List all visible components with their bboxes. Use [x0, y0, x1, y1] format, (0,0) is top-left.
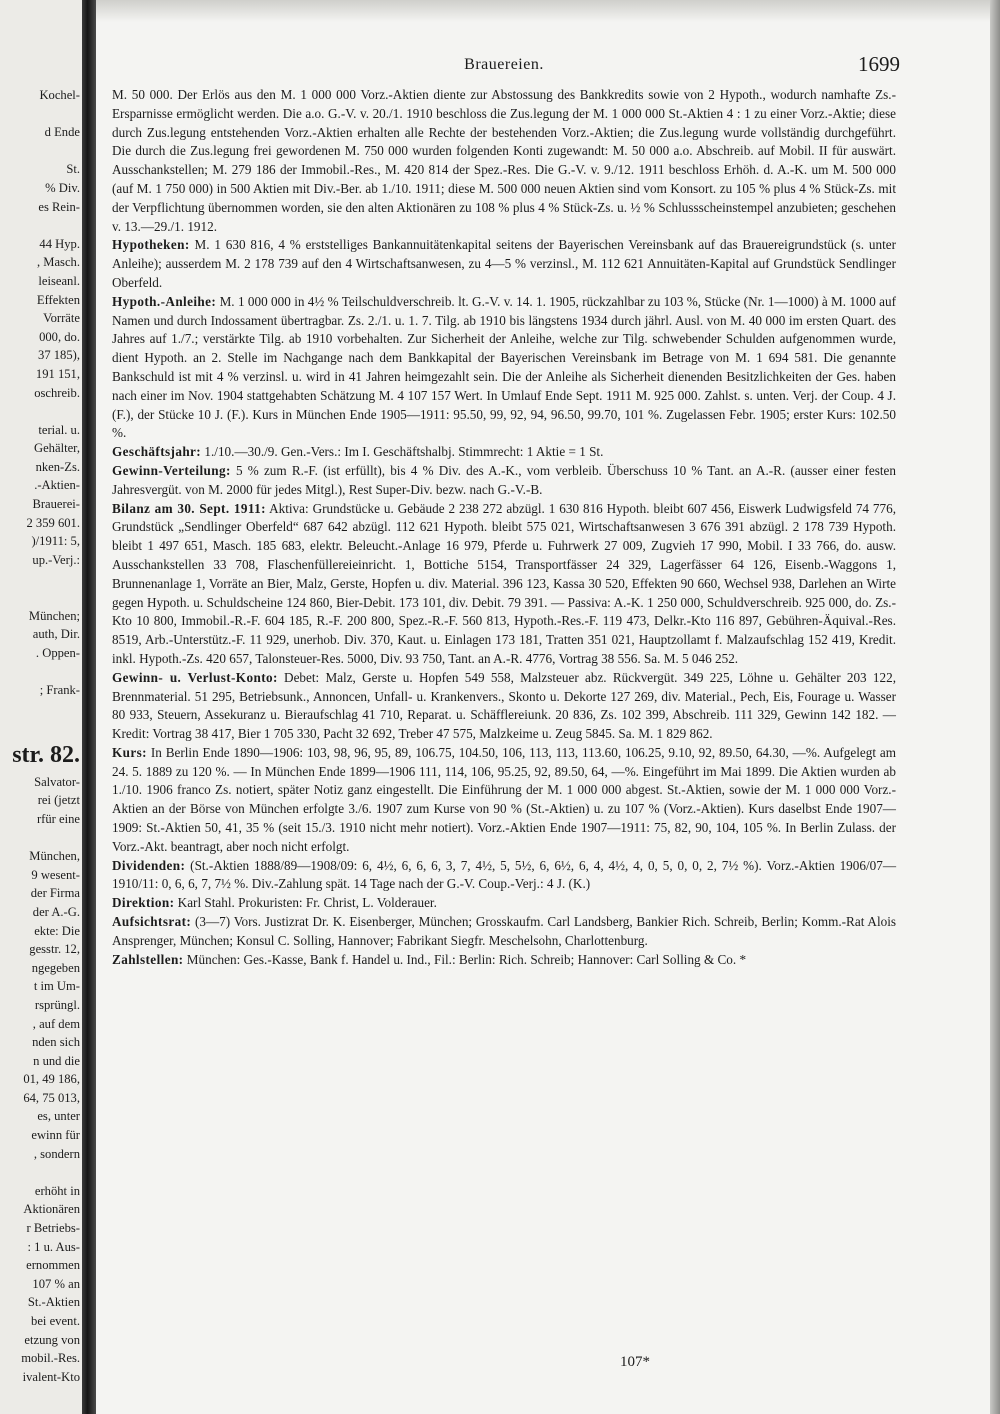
paragraph-text: M. 1 000 000 in 4½ % Teilschuldverschreib. lt. G.-V. v. 14. 1. 1905, rückzahlbar zu 103 %, Stücke (Nr. 1—1000) à M. 1000 auf Namen und durch Indossament übertragbar. Zs. 2./1. u. 1. 7. Tilg. ab 1910 bis längstens 1934 durch jährl. Ausl. von M. 40 000 im ersten Quart. des Jahres auf 1./7.; verstärkte Tilg. ab 1910 vorbehalten. Zur Sicherheit der Anleihe, welche zur Tilg. schwebender Schulden aufgenommen wurde, dient Hypoth. an 2. Stelle im Nachgange nach dem Bankkapital der Bayerischen Vereinsbank im Betrage von M. 1 694 581. Die genannte Bankschuld ist mit 4 % verzinsl. u. wird in 41 Jahren heimgezahlt sein. Die der Anleihe als Sicherheit dienenden Besitzlichkeiten der Ges. haben nach einer im Nov. 1904 stattgehabten Schätzung M. 4 107 157 Wert. In Umlauf Ende Sept. 1911 M. 925 000. Zahlst. s. unten. Verj. der Coup. 4 J. (F.), der Stücke 10 J. (F.). Kurs in München Ende 1905—1911: 95.50, 99, 92, 94, 96.50, 99.70, 101 %. Zugelassen Febr. 1905; erster Kurs: 102.50 %.	[112, 293, 896, 441]
paragraph-text: Karl Stahl. Prokuristen: Fr. Christ, L. Volderauer.	[177, 895, 437, 911]
facing-page-line: erhöht in	[34, 1183, 80, 1198]
paragraph	[112, 462, 896, 500]
paragraph-text: München: Ges.-Kasse, Bank f. Handel u. Ind., Fil.: Berlin: Rich. Schreib; Hannover: Carl Solling & Co. *	[186, 951, 747, 967]
facing-page-line: ivalent-Kto	[22, 1369, 80, 1384]
facing-page-line: Kochel-	[39, 88, 80, 102]
facing-page-line: 37 185),	[38, 348, 80, 363]
facing-page-fragment	[0, 0, 82, 1414]
facing-page-line: 44 Hyp.	[39, 236, 80, 251]
paragraph-heading: Aufsichtsrat:	[112, 914, 192, 930]
facing-page-line: )/1911: 5,	[31, 534, 80, 549]
facing-page-line	[0, 105, 80, 124]
facing-page-line: bei event.	[31, 1314, 80, 1328]
facing-page-line: 9 wesent-	[31, 867, 80, 882]
paragraph-text: M. 50 000. Der Erlös aus den M. 1 000 000 Vorz.-Aktien diente zur Abstossung des Bankkredits sowie von 2 Hypoth., wodurch namhafte Zs.-Ersparnisse ermöglicht werden. Die a.o. G.-V. v. 20./1. 1910 beschloss die Zus.legung der M. 1 000 000 St.-Aktien 4 : 1 zu einer Vorz.-Aktie; diese durch Zus.legung entstehenden Vorz.-Aktien erhalten alle Rechte der bestehenden Vorz.-Aktien; die Zus.legung wurde vollständig durchgeführt. Die durch die Zus.legung frei gewordenen M. 750 000 wurden folgenden Konti zugewandt: M. 50 000 a.o. Abschreib. auf Mobil. II für auswärt. Ausschankstellen; M. 279 186 der Immobil.-Res., M. 420 814 der Spez.-Res. Die G.-V. v. 9./12. 1911 beschloss Erhöh. d. A.-K. um M. 500 000 (auf M. 1 750 000) in 500 Aktien mit Div.-Ber. ab 1./10. 1911; diese M. 500 000 neuen Aktien sind vom Konsort. zu 105 % plus 4 % Stück-Zs. mit der Verpflichtung übernommen worden, sie den alten Aktionären zu 108 % plus 4 % Stück-Zs. u. ½ % Schlussscheinstempel anzubieten; geschehen v. 13.—29./1. 1912.	[112, 87, 896, 234]
paragraph-heading: Zahlstellen:	[112, 951, 184, 967]
paragraph	[112, 293, 896, 443]
facing-page-line: : 1 u. Aus-	[27, 1239, 80, 1254]
book-gutter	[82, 0, 96, 1414]
paragraph	[112, 744, 896, 857]
paragraph	[112, 443, 896, 462]
facing-page-line: 191 151,	[35, 366, 80, 381]
facing-page-line: oschreib.	[34, 385, 80, 400]
page-header	[112, 52, 900, 86]
facing-page-line: . Oppen-	[35, 645, 80, 660]
paragraph-text: (3—7) Vors. Justizrat Dr. K. Eisenberger, München; Grosskaufm. Carl Landsberg, Bankier Rich. Schreib, Berlin; Komm.-Rat Alois Ansprenger, München; Konsul C. Solling, Hannover; Fabrikant Siegfr. Meschelsohn, Charlottenburg.	[112, 914, 896, 948]
paragraph-heading: Geschäftsjahr:	[112, 444, 202, 460]
facing-page-line: Aktionären	[23, 1202, 80, 1217]
facing-page-line: , auf dem	[32, 1016, 80, 1031]
paragraph	[112, 86, 896, 236]
facing-page-line: etzung von	[24, 1332, 80, 1347]
paragraph	[112, 500, 896, 669]
facing-page-line: leiseanl.	[38, 273, 80, 288]
facing-page-line: rfür eine	[36, 811, 80, 826]
page-number: 1699	[858, 52, 900, 76]
facing-page-line: d Ende	[44, 125, 80, 140]
facing-page-line: Effekten	[36, 292, 80, 307]
facing-page-line	[0, 1163, 80, 1182]
paragraph-text: Aktiva: Grundstücke u. Gebäude 2 238 272 abzügl. 1 630 816 Hypoth. bleibt 607 456, Eiswerk Ludwigsfeld 74 776, Grundstück „Sendlinger Oberfeld“ 687 642 abzügl. 112 621 Hypoth. bleibt 575 021, Wirtschaftsanwesen 3 676 391 abzügl. 2 178 739 Hypoth. bleibt 1 497 651, Masch. 185 683, elektr. Beleucht.-Anlage 16 979, Pferde u. Fuhrwerk 27 009, Zugvieh 17 990, Mobil. I 33 766, do. ausw. Ausschankstellen 33 708, Flaschenfüllereieinricht. 1, Bottiche 5154, Transportfässer 24 329, Lagerfässer 64 126, Eisenb.-Waggons 1, Brunnenanlage 1, Vorräte an Bier, Malz, Gerste, Hopfen u. div. Material. 396 123, Kassa 30 520, Effekten 90 660, Wechsel 938, Darlehen an Wirte gegen Hypoth. u. Schuldscheine 124 860, Bier-Debit. 173 101, div. Debit. 79 391. — Passiva: A.-K. 1 250 000, Schuldverschreib. 925 000, do. Zs.-Kto 10 800, Immobil.-R.-F. 604 185, R.-F. 200 800, Spez.-R.-F. 560 813, Hypoth.-Res.-F. 119 473, Delkr.-Kto 116 897, Gebühren-Äquival.-Res. 8519, Arb.-Unterstütz.-F. 11 929, unerhob. Div. 370, Kaut. u. Einlagen 173 181, Tratten 351 021, Hauptzollamt f. Malzaufschlag 152 419, Kredit. inkl. Hypoth.-Zs. 420 657, Talonsteuer-Res. 5000, Div. 93 750, Tant. an A.-R. 4776, Vortrag 38 556. Sa. M. 5 046 252.	[112, 500, 897, 666]
facing-page-line: der A.-G.	[32, 904, 80, 919]
facing-page-line: St.-Aktien	[27, 1295, 80, 1310]
facing-page-line: Brauerei-	[32, 497, 80, 512]
facing-page-line: % Div.	[45, 180, 80, 195]
page-content	[112, 52, 900, 969]
facing-page-line: auth, Dir.	[32, 627, 80, 642]
running-head: Brauereien.	[464, 56, 544, 73]
facing-page-line: r Betriebs-	[26, 1221, 80, 1236]
facing-page-line	[0, 402, 80, 421]
facing-page-line: rei (jetzt	[37, 793, 80, 808]
facing-page-line: es Rein-	[38, 199, 80, 214]
facing-page-line: terial. u.	[38, 422, 80, 437]
paragraph	[112, 894, 896, 913]
facing-page-line: up.-Verj.:	[32, 552, 80, 567]
facing-page-lines	[0, 86, 80, 1386]
facing-page-line: gesstr. 12,	[29, 942, 80, 957]
facing-page-line: Vorräte	[43, 311, 80, 326]
signature-mark: 107*	[620, 1354, 650, 1370]
facing-page-line: 2 359 601.	[26, 515, 80, 530]
facing-page-line: mobil.-Res.	[21, 1351, 80, 1366]
page-edge	[990, 0, 1000, 1414]
facing-page-line: der Firma	[30, 886, 80, 901]
facing-page-line: nden sich	[32, 1035, 80, 1050]
paragraph-heading: Gewinn- u. Verlust-Konto:	[112, 669, 278, 685]
facing-page-line: str. 82.	[12, 741, 80, 768]
facing-page-line: , Masch.	[36, 255, 80, 270]
facing-page-line: 64, 75 013,	[23, 1090, 80, 1105]
paragraph-heading: Hypoth.-Anleihe:	[112, 293, 217, 309]
facing-page-line: 107 % an	[32, 1276, 80, 1291]
paragraph-heading: Gewinn-Verteilung:	[112, 462, 231, 478]
paragraph	[112, 857, 896, 895]
facing-page-line: .-Aktien-	[34, 478, 80, 493]
facing-page-line: St.	[66, 162, 80, 177]
facing-page-line: ekte: Die	[34, 923, 80, 938]
facing-page-line: München;	[28, 608, 80, 623]
paragraph	[112, 951, 896, 970]
facing-page-line: rsprüngl.	[34, 997, 80, 1012]
facing-page-line	[0, 216, 80, 235]
facing-page-line: ngegeben	[31, 960, 80, 975]
paragraph-heading: Direktion:	[112, 895, 175, 911]
paragraph-heading: Dividenden:	[112, 857, 186, 873]
page-shadow	[96, 0, 990, 22]
facing-page-line: , sondern	[33, 1146, 80, 1161]
facing-page-line	[0, 569, 80, 588]
paragraph-text: 5 % zum R.-F. (ist erfüllt), bis 4 % Div. des A.-K., vom verbleib. Überschuss 10 % Tant. an A.-R. (ausser einer festen Jahresvergüt. von M. 2000 für jedes Mitgl.), Rest Super-Div. bezw. nach G.-V.-B.	[112, 462, 896, 497]
paragraph-heading: Bilanz am 30. Sept. 1911:	[112, 500, 266, 516]
paragraph-text: Debet: Malz, Gerste u. Hopfen 549 558, Malzsteuer abz. Rückvergüt. 349 225, Löhne u. Gehälter 203 122, Brennmaterial. 51 295, Betriebsunk., Annoncen, Unfall- u. Krankenvers., Skonto u. Dekorte 127 269, div. Material., Pech, Eis, Fourage u. Wasser 80 933, Steuern, Assekuranz u. Bieraufschlag 41 710, Reparat. u. Schäfflereiunk. 20 836, Zs. 102 399, Abschreib. 111 329, Gewinn 142 182. — Kredit: Vortrag 38 417, Bier 1 705 330, Pacht 32 692, Treber 47 575, Malzkeime u. Zeug 5845. Sa. M. 1 829 862.	[112, 669, 896, 742]
facing-page-line: ; Frank-	[39, 683, 80, 697]
paragraph	[112, 669, 896, 744]
facing-page-line	[0, 662, 80, 681]
facing-page-line	[0, 829, 80, 848]
paragraph-text: In Berlin Ende 1890—1906: 103, 98, 96, 95, 89, 106.75, 104.50, 106, 113, 113, 113.60, 106.25, 9.10, 92, 89.50, 64.30, —%. Aufgelegt am 24. 5. 1889 zu 120 %. — In München Ende 1899—1906 111, 114, 106, 95.25, 92, 89.50, 64, —%. Eingeführt im Mai 1899. Die Aktien wurden ab 1./10. 1906 franco Zs. notiert, später Notiz ganz eingestellt. Die Einführung der M. 1 000 000 abgest. St.-Aktien, sowie der M. 1 000 000 Vorz.-Aktien an der Börse von München erfolgte 3./6. 1907 zum Kurse von 90 % (St.-Aktien) u. zu 107 % (Vorz.-Aktien). Kurs daselbst Ende 1907—1909: St.-Aktien 50, 41, 35 % (seit 15./3. 1910 nicht mehr notiert). Vorz.-Aktien Ende 1907—1911: 75, 82, 90, 104, 105 %. In Berlin Zulass. der Vorz.-Akt. beantragt, aber noch nicht erfolgt.	[112, 744, 896, 854]
body-text	[112, 86, 896, 969]
facing-page-line: n und die	[33, 1053, 80, 1068]
facing-page-line	[0, 588, 80, 607]
facing-page-line: ewinn für	[31, 1128, 80, 1143]
paragraph	[112, 913, 896, 951]
facing-page-line: ernommen	[26, 1258, 80, 1273]
paragraph-heading: Hypotheken:	[112, 237, 190, 253]
facing-page-line	[0, 718, 80, 737]
paragraph-text: M. 1 630 816, 4 % erststelliges Bankannuitätenkapital seitens der Bayerischen Vereinsbank auf das Brauereigrundstück (s. unter Anleihe); ausserdem M. 2 178 739 auf den 4 Wirtschaftsanwesen, zu 4—5 % verzinsl., M. 112 621 Annuitäten-Kapital auf Grundstück Sendlinger Oberfeld.	[112, 237, 897, 290]
paragraph-heading: Kurs:	[112, 744, 147, 760]
facing-page-line: 000, do.	[39, 329, 80, 344]
facing-page-line	[0, 142, 80, 161]
facing-page-line: 01, 49 186,	[23, 1072, 80, 1087]
facing-page-line: München,	[29, 849, 80, 864]
facing-page-line: es, unter	[37, 1109, 80, 1124]
facing-page-line: t im Um-	[33, 979, 80, 994]
paragraph-text: 1./10.—30./9. Gen.-Vers.: Im I. Geschäftshalbj. Stimmrecht: 1 Aktie = 1 St.	[204, 444, 604, 460]
paragraph-text: (St.-Aktien 1888/89—1908/09: 6, 4½, 6, 6, 6, 3, 7, 4½, 5, 5½, 6, 6½, 6, 4, 4½, 4, 0, 5, 0, 0, 2, 7½ %). Vorz.-Aktien 1906/07—1910/11: 0, 6, 6, 7, 7½ %. Div.-Zahlung spät. 14 Tage nach der G.-V. Coup.-Verj.: 4 J. (K.)	[112, 857, 897, 892]
paragraph	[112, 236, 896, 292]
facing-page-line: Gehälter,	[34, 441, 80, 456]
facing-page-line: nken-Zs.	[35, 459, 80, 474]
facing-page-line: Salvator-	[34, 774, 80, 789]
facing-page-line	[0, 700, 80, 719]
